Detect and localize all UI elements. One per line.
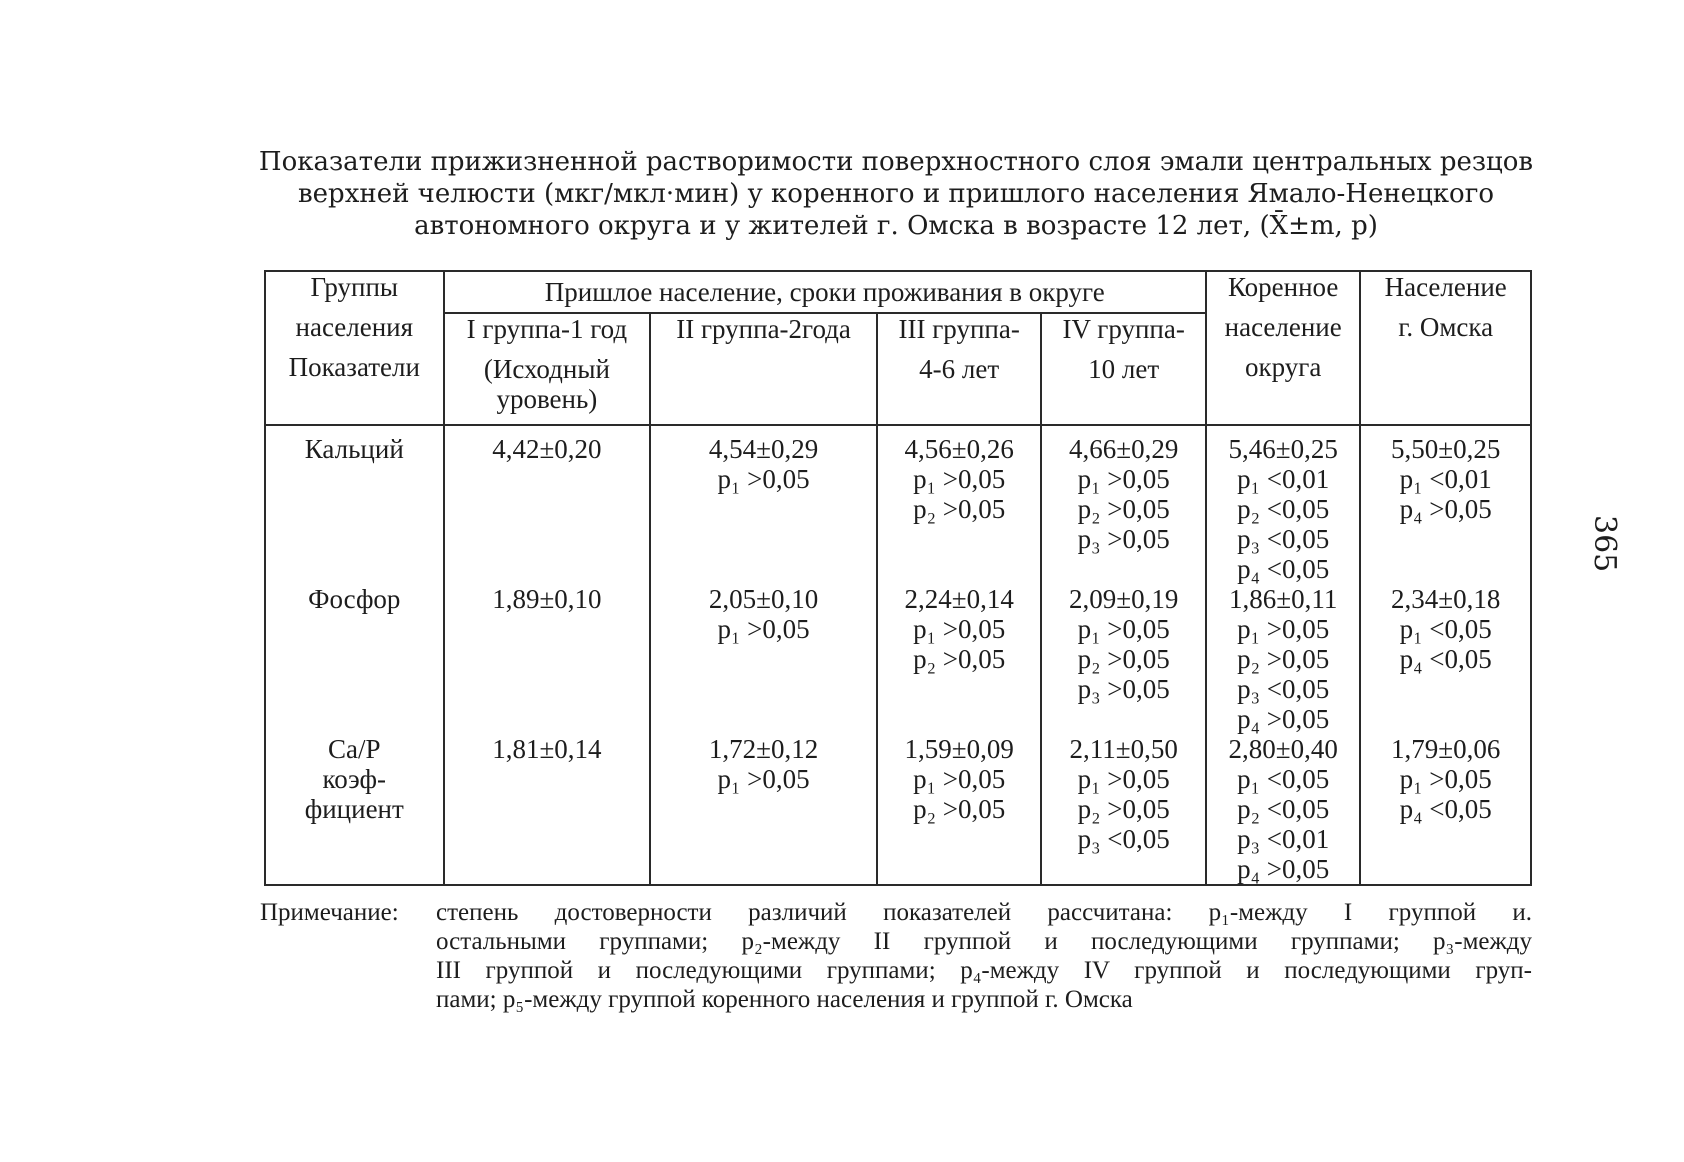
cell-pvalue: p₃ <0,05 (1237, 674, 1330, 704)
table-cell (1041, 734, 1206, 885)
cell-pvalue: p₃ >0,05 (1077, 674, 1170, 704)
cell-value: 5,50±0,25 (1391, 434, 1501, 464)
cell-pvalue: p₁ >0,05 (913, 614, 1006, 644)
table-cell (1041, 584, 1206, 734)
cell-pvalue: p₂ <0,05 (1237, 494, 1330, 524)
cell-value: 4,42±0,20 (492, 434, 602, 464)
cell-pvalue: p₃ <0,01 (1237, 824, 1330, 854)
cell-pvalue: p₁ >0,05 (1077, 464, 1170, 494)
cell-pvalue: p₁ <0,01 (1399, 464, 1492, 494)
cell-pvalue: p₂ >0,05 (913, 644, 1006, 674)
header-group-2: II группа-2года (650, 313, 877, 425)
cell-value: 1,86±0,11 (1229, 584, 1338, 614)
header-native: Коренное население округа (1206, 271, 1360, 425)
cell-pvalue: p₂ >0,05 (913, 794, 1006, 824)
cell-pvalue: p₂ >0,05 (1077, 494, 1170, 524)
solubility-table (264, 270, 1532, 886)
cell-pvalue: p₁ >0,05 (913, 464, 1006, 494)
cell-pvalue: p₁ >0,05 (1399, 764, 1492, 794)
cell-pvalue: p₁ >0,05 (717, 614, 810, 644)
table-cell (1041, 425, 1206, 584)
table-cell (650, 734, 877, 885)
cell-pvalue: p₄ >0,05 (1237, 854, 1330, 884)
page-number: 365 (1587, 515, 1622, 573)
table-cell (444, 734, 651, 885)
cell-value: 5,46±0,25 (1228, 434, 1338, 464)
cell-pvalue: p₂ <0,05 (1237, 794, 1330, 824)
note-label: Примечание: (260, 899, 399, 926)
table-cell (1206, 584, 1360, 734)
cell-pvalue: p₁ >0,05 (1077, 764, 1170, 794)
table-cell (650, 584, 877, 734)
table-title (250, 146, 1542, 242)
cell-pvalue: p₂ >0,05 (913, 494, 1006, 524)
cell-pvalue: p₁ >0,05 (717, 464, 810, 494)
cell-value: 2,34±0,18 (1391, 584, 1501, 614)
cell-pvalue: p₄ <0,05 (1237, 554, 1330, 584)
cell-pvalue: p₂ >0,05 (1237, 644, 1330, 674)
header-group-3: III группа- 4-6 лет (877, 313, 1042, 425)
cell-pvalue: p₁ >0,05 (1077, 614, 1170, 644)
cell-pvalue: p₁ >0,05 (717, 764, 810, 794)
title-line: автономного округа и у жителей г. Омска в возрасте 12 лет, (X̄±m, p) (414, 211, 1378, 241)
cell-value: 1,59±0,09 (904, 734, 1014, 764)
cell-value: 2,11±0,50 (1069, 734, 1178, 764)
table-cell (877, 584, 1042, 734)
row-label: Фосфор (265, 584, 444, 734)
table-note (260, 898, 1532, 1014)
cell-value: 1,79±0,06 (1391, 734, 1501, 764)
cell-value: 4,66±0,29 (1069, 434, 1179, 464)
cell-pvalue: p₄ >0,05 (1399, 494, 1492, 524)
table-cell (1360, 734, 1531, 885)
header-group-4: IV группа- 10 лет (1041, 313, 1206, 425)
title-line: верхней челюсти (мкг/мкл·мин) у коренного и пришлого населения Ямало-Ненецкого (298, 179, 1494, 209)
cell-pvalue: p₃ >0,05 (1077, 524, 1170, 554)
cell-pvalue: p₁ <0,01 (1237, 464, 1330, 494)
table-cell (650, 425, 877, 584)
table-cell (444, 584, 651, 734)
cell-value: 2,24±0,14 (904, 584, 1014, 614)
cell-pvalue: p₁ <0,05 (1399, 614, 1492, 644)
table-cell (1206, 425, 1360, 584)
table-row (265, 584, 1531, 734)
table-cell (877, 734, 1042, 885)
cell-pvalue: p₄ <0,05 (1399, 644, 1492, 674)
cell-pvalue: p₃ <0,05 (1077, 824, 1170, 854)
cell-value: 1,81±0,14 (492, 734, 602, 764)
cell-pvalue: p₄ >0,05 (1237, 704, 1330, 734)
title-line: Показатели прижизненной растворимости поверхностного слоя эмали центральных резцов (258, 147, 1534, 177)
table-cell (1360, 425, 1531, 584)
table-cell (444, 425, 651, 584)
cell-pvalue: p₁ >0,05 (1237, 614, 1330, 644)
table-cell (1360, 584, 1531, 734)
cell-value: 1,89±0,10 (492, 584, 602, 614)
cell-value: 2,09±0,19 (1069, 584, 1179, 614)
cell-value: 2,80±0,40 (1228, 734, 1338, 764)
note-line: пами; p₅-между группой коренного населения и группой г. Омска (436, 986, 1133, 1013)
table-row (265, 734, 1531, 885)
row-label: Кальций (265, 425, 444, 584)
cell-pvalue: p₁ >0,05 (913, 764, 1006, 794)
header-groups: Группы населения Показатели (265, 271, 444, 425)
cell-pvalue: p₄ <0,05 (1399, 794, 1492, 824)
table-cell (877, 425, 1042, 584)
note-line: III группой и последующими группами; p₄-между IV группой и последующими груп- (436, 957, 1532, 984)
note-text (436, 898, 1532, 1014)
cell-value: 1,72±0,12 (708, 734, 819, 764)
cell-value: 2,05±0,10 (708, 584, 819, 614)
cell-pvalue: p₂ >0,05 (1077, 644, 1170, 674)
table-row (265, 425, 1531, 584)
cell-value: 4,56±0,26 (904, 434, 1014, 464)
cell-value: 4,54±0,29 (708, 434, 819, 464)
row-label: Ca/P коэф- фициент (265, 734, 444, 885)
cell-pvalue: p₁ <0,05 (1237, 764, 1330, 794)
header-omsk: Население г. Омска (1360, 271, 1531, 425)
cell-pvalue: p₂ >0,05 (1077, 794, 1170, 824)
table-cell (1206, 734, 1360, 885)
header-migrant: Пришлое население, сроки проживания в округе (444, 271, 1206, 313)
cell-pvalue: p₃ <0,05 (1237, 524, 1330, 554)
header-group-1: I группа-1 год (Исходный уровень) (444, 313, 651, 425)
note-line: степень достоверности различий показателей рассчитана: p₁-между I группой и. (436, 899, 1532, 926)
note-line: остальными группами; p₂-между II группой и последующими группами; p₃-между (436, 928, 1532, 955)
